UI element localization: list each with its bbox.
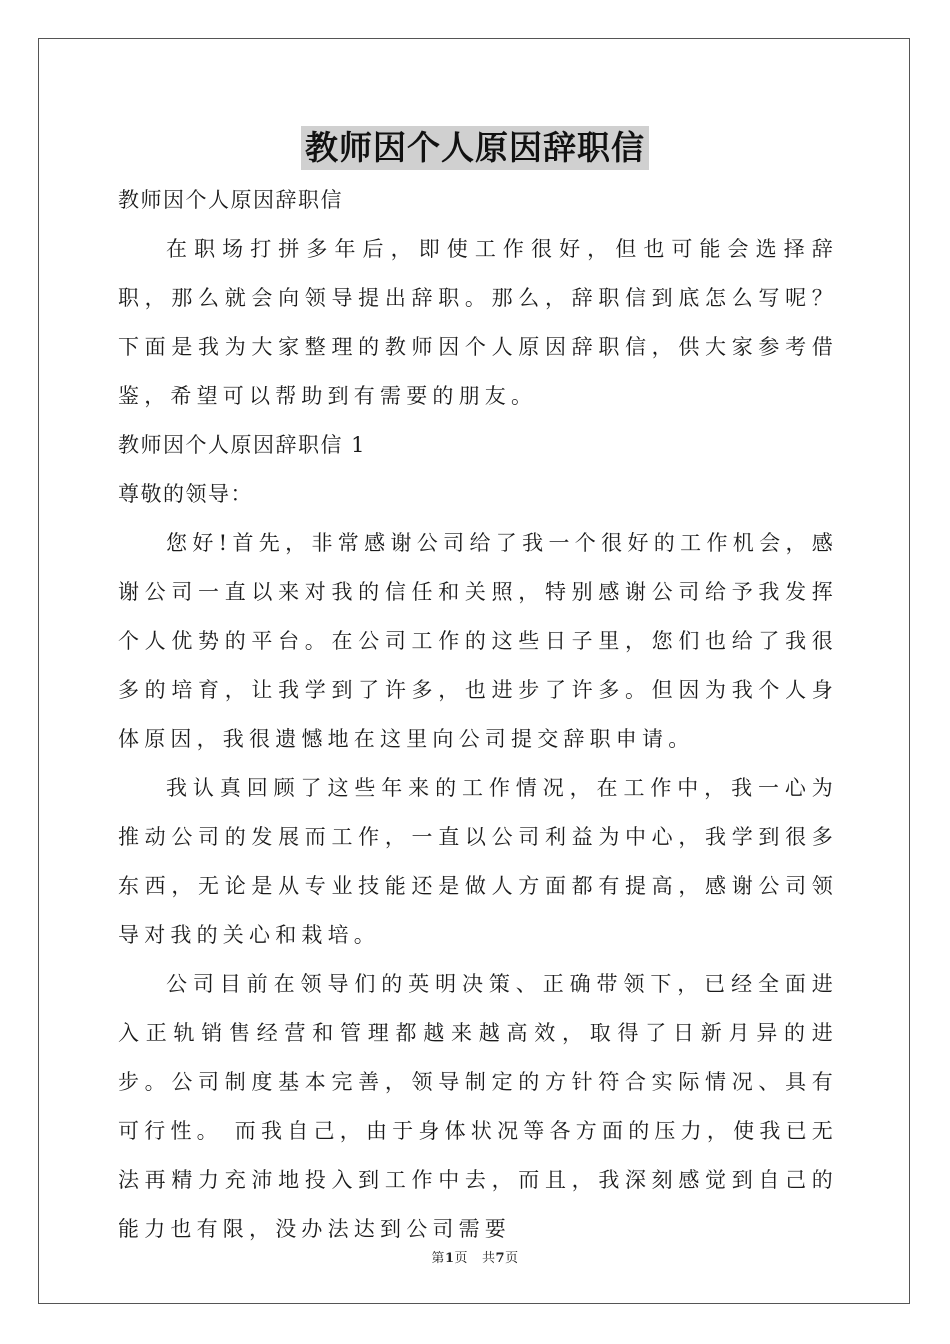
letter-heading: 教师因个人原因辞职信 1 xyxy=(118,433,367,457)
page-footer xyxy=(0,1247,950,1266)
page-suffix: 页 xyxy=(454,1251,468,1266)
document-body xyxy=(118,176,838,1254)
total-suffix: 页 xyxy=(505,1251,519,1266)
page-number: 1 xyxy=(444,1251,455,1266)
document-title: 教师因个人原因辞职信 xyxy=(301,126,649,170)
total-pages: 7 xyxy=(495,1251,506,1266)
body-paragraph-3: 公司目前在领导们的英明决策、正确带领下，已经全面进入正轨销售经营和管理都越来越高效，取得了日新月异的进步。公司制度基本完善，领导制定的方针符合实际情况、具有可行性。 而我自己，由于身体状况等各方面的压力，使我已无法再精力充沛地投入到工作中去，而且，我深刻感觉到自己的能力也有限，没办法达到公司需要 xyxy=(118,972,838,1241)
salutation: 尊敬的领导： xyxy=(118,482,253,506)
intro-paragraph: 在职场打拼多年后，即使工作很好，但也可能会选择辞职，那么就会向领导提出辞职。那么，辞职信到底怎么写呢？下面是我为大家整理的教师因个人原因辞职信，供大家参考借鉴，希望可以帮助到有需要的朋友。 xyxy=(118,237,838,408)
body-paragraph-2: 我认真回顾了这些年来的工作情况，在工作中，我一心为推动公司的发展而工作，一直以公司利益为中心，我学到很多东西，无论是从专业技能还是做人方面都有提高，感谢公司领导对我的关心和栽培。 xyxy=(118,776,838,947)
page-prefix: 第 xyxy=(431,1251,445,1266)
title-container xyxy=(0,126,950,170)
document-subtitle: 教师因个人原因辞职信 xyxy=(118,188,343,212)
total-prefix: 共 xyxy=(482,1251,496,1266)
body-paragraph-1: 您好!首先，非常感谢公司给了我一个很好的工作机会，感谢公司一直以来对我的信任和关照，特别感谢公司给予我发挥个人优势的平台。在公司工作的这些日子里，您们也给了我很多的培育，让我学到了许多，也进步了许多。但因为我个人身体原因，我很遗憾地在这里向公司提交辞职申请。 xyxy=(118,531,838,751)
